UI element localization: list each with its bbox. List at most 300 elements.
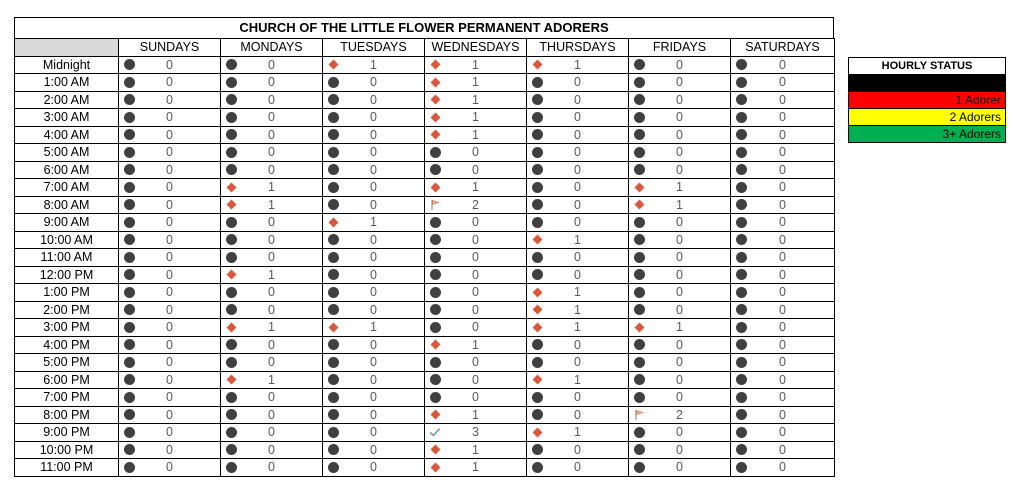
- count-cell[interactable]: [221, 301, 323, 319]
- header-row: [15, 39, 835, 57]
- count-value: 0: [268, 75, 275, 89]
- table-row: [15, 179, 835, 197]
- count-value: 0: [779, 232, 786, 247]
- count-value: 0: [166, 337, 173, 352]
- count-cell[interactable]: [119, 354, 221, 372]
- count-cell[interactable]: [731, 441, 835, 459]
- time-label: 6:00 PM: [15, 371, 119, 389]
- count-cell[interactable]: [323, 406, 425, 424]
- count-cell[interactable]: [323, 389, 425, 407]
- count-cell[interactable]: [425, 424, 527, 442]
- table-row: [15, 406, 835, 424]
- count-cell[interactable]: [425, 126, 527, 144]
- count-cell[interactable]: [527, 319, 629, 337]
- table-row: [15, 301, 835, 319]
- count-value: 0: [166, 127, 173, 142]
- count-value: 1: [676, 197, 683, 212]
- count-value: 0: [779, 145, 786, 159]
- time-label: 8:00 PM: [15, 406, 119, 424]
- count-cell[interactable]: [221, 284, 323, 302]
- count-cell[interactable]: [527, 406, 629, 424]
- count-cell[interactable]: [731, 56, 835, 74]
- count-cell[interactable]: [221, 126, 323, 144]
- count-cell[interactable]: [731, 284, 835, 302]
- count-cell[interactable]: [731, 214, 835, 232]
- count-cell[interactable]: [629, 56, 731, 74]
- count-cell[interactable]: [425, 336, 527, 354]
- count-value: 1: [472, 407, 479, 422]
- count-cell[interactable]: [629, 214, 731, 232]
- count-value: 0: [370, 162, 377, 177]
- count-cell[interactable]: [629, 459, 731, 477]
- count-value: 0: [166, 302, 173, 317]
- count-value: 1: [574, 57, 581, 72]
- count-value: 3: [472, 425, 479, 439]
- count-cell[interactable]: [527, 179, 629, 197]
- count-cell[interactable]: [221, 179, 323, 197]
- count-cell[interactable]: [323, 266, 425, 284]
- count-cell[interactable]: [629, 266, 731, 284]
- count-cell[interactable]: [119, 249, 221, 267]
- day-header: SUNDAYS: [119, 39, 221, 57]
- count-cell[interactable]: [629, 319, 731, 337]
- count-value: 1: [574, 302, 581, 317]
- count-cell[interactable]: [731, 161, 835, 179]
- count-cell[interactable]: [323, 214, 425, 232]
- count-cell[interactable]: [527, 126, 629, 144]
- count-value: 0: [370, 75, 377, 89]
- count-value: 1: [268, 180, 275, 194]
- count-cell[interactable]: [119, 214, 221, 232]
- count-value: 0: [268, 232, 275, 247]
- count-cell[interactable]: [731, 266, 835, 284]
- count-cell[interactable]: [629, 336, 731, 354]
- count-cell[interactable]: [629, 424, 731, 442]
- count-value: 0: [370, 92, 377, 107]
- count-cell[interactable]: [425, 161, 527, 179]
- count-value: 1: [370, 215, 377, 229]
- count-cell[interactable]: [629, 249, 731, 267]
- count-value: 0: [472, 267, 479, 282]
- count-cell[interactable]: [221, 424, 323, 442]
- count-value: 0: [268, 355, 275, 369]
- count-value: 1: [370, 320, 377, 334]
- count-cell[interactable]: [731, 126, 835, 144]
- count-value: 0: [268, 337, 275, 352]
- count-value: 0: [472, 250, 479, 264]
- count-cell[interactable]: [221, 441, 323, 459]
- count-cell[interactable]: [221, 459, 323, 477]
- count-cell[interactable]: [119, 266, 221, 284]
- count-cell[interactable]: [629, 441, 731, 459]
- time-label: 2:00 PM: [15, 301, 119, 319]
- count-value: 0: [166, 145, 173, 159]
- count-value: 2: [472, 197, 479, 212]
- count-value: 0: [676, 215, 683, 229]
- count-cell[interactable]: [119, 91, 221, 109]
- count-cell[interactable]: [425, 284, 527, 302]
- count-cell[interactable]: [425, 231, 527, 249]
- count-cell[interactable]: [119, 56, 221, 74]
- count-cell[interactable]: [119, 336, 221, 354]
- count-cell[interactable]: [221, 144, 323, 162]
- count-cell[interactable]: [119, 406, 221, 424]
- count-value: 0: [166, 425, 173, 439]
- count-cell[interactable]: [323, 56, 425, 74]
- count-value: 0: [676, 460, 683, 474]
- count-value: 1: [472, 57, 479, 72]
- count-cell[interactable]: [221, 56, 323, 74]
- count-value: 0: [268, 425, 275, 439]
- table-row: [15, 424, 835, 442]
- count-cell[interactable]: [221, 266, 323, 284]
- count-cell[interactable]: [425, 109, 527, 127]
- count-value: 0: [268, 92, 275, 107]
- table-row: [15, 249, 835, 267]
- count-value: 0: [676, 372, 683, 387]
- count-cell[interactable]: [527, 266, 629, 284]
- count-value: 0: [370, 425, 377, 439]
- count-cell[interactable]: [731, 231, 835, 249]
- time-label: 4:00 AM: [15, 126, 119, 144]
- count-cell[interactable]: [425, 214, 527, 232]
- count-value: 0: [574, 337, 581, 352]
- count-value: 1: [472, 75, 479, 89]
- count-cell[interactable]: [119, 441, 221, 459]
- count-value: 0: [472, 145, 479, 159]
- count-value: 0: [472, 302, 479, 317]
- count-value: 0: [779, 180, 786, 194]
- count-cell[interactable]: [323, 196, 425, 214]
- count-cell[interactable]: [425, 319, 527, 337]
- count-cell[interactable]: [527, 56, 629, 74]
- count-cell[interactable]: [527, 161, 629, 179]
- count-value: 1: [574, 285, 581, 299]
- count-cell[interactable]: [323, 161, 425, 179]
- table-row: [15, 109, 835, 127]
- count-value: 0: [370, 180, 377, 194]
- count-value: 0: [370, 372, 377, 387]
- count-value: 0: [166, 250, 173, 264]
- count-cell[interactable]: [425, 249, 527, 267]
- count-value: 0: [370, 232, 377, 247]
- count-cell[interactable]: [425, 441, 527, 459]
- count-cell[interactable]: [731, 249, 835, 267]
- count-cell[interactable]: [731, 406, 835, 424]
- count-value: 0: [676, 57, 683, 72]
- count-cell[interactable]: [527, 424, 629, 442]
- count-cell[interactable]: [425, 56, 527, 74]
- count-value: 0: [779, 302, 786, 317]
- count-cell[interactable]: [527, 249, 629, 267]
- count-value: 0: [166, 110, 173, 124]
- table-row: [15, 336, 835, 354]
- count-cell[interactable]: [731, 389, 835, 407]
- count-cell[interactable]: [221, 196, 323, 214]
- count-value: 0: [574, 267, 581, 282]
- count-value: 0: [574, 92, 581, 107]
- count-cell[interactable]: [119, 74, 221, 92]
- count-cell[interactable]: [221, 109, 323, 127]
- count-cell[interactable]: [629, 91, 731, 109]
- count-cell[interactable]: [221, 319, 323, 337]
- count-cell[interactable]: [731, 301, 835, 319]
- count-value: 0: [166, 460, 173, 474]
- count-cell[interactable]: [323, 354, 425, 372]
- count-cell[interactable]: [527, 231, 629, 249]
- count-cell[interactable]: [221, 74, 323, 92]
- count-cell[interactable]: [629, 161, 731, 179]
- count-cell[interactable]: [221, 249, 323, 267]
- count-cell[interactable]: [221, 371, 323, 389]
- count-cell[interactable]: [629, 144, 731, 162]
- count-value: 0: [779, 460, 786, 474]
- count-value: 0: [574, 110, 581, 124]
- count-cell[interactable]: [119, 424, 221, 442]
- count-cell[interactable]: [731, 196, 835, 214]
- count-cell[interactable]: [221, 161, 323, 179]
- count-value: 1: [574, 320, 581, 334]
- count-cell[interactable]: [221, 389, 323, 407]
- count-value: 0: [779, 162, 786, 177]
- count-value: 0: [574, 407, 581, 422]
- count-cell[interactable]: [629, 109, 731, 127]
- count-value: 0: [166, 267, 173, 282]
- count-value: 0: [370, 337, 377, 352]
- count-cell[interactable]: [731, 144, 835, 162]
- count-cell[interactable]: [629, 371, 731, 389]
- count-value: 0: [268, 145, 275, 159]
- count-cell[interactable]: [527, 389, 629, 407]
- count-cell[interactable]: [323, 301, 425, 319]
- count-value: 0: [166, 442, 173, 457]
- count-cell[interactable]: [629, 301, 731, 319]
- count-value: 0: [779, 197, 786, 212]
- count-cell[interactable]: [323, 336, 425, 354]
- count-value: 0: [779, 320, 786, 334]
- count-value: 1: [574, 232, 581, 247]
- count-cell[interactable]: [425, 91, 527, 109]
- count-cell[interactable]: [425, 389, 527, 407]
- count-cell[interactable]: [221, 354, 323, 372]
- count-value: 0: [268, 460, 275, 474]
- count-value: 0: [268, 302, 275, 317]
- count-cell[interactable]: [527, 196, 629, 214]
- count-cell[interactable]: [119, 196, 221, 214]
- count-cell[interactable]: [425, 196, 527, 214]
- count-cell[interactable]: [323, 441, 425, 459]
- count-cell[interactable]: [527, 144, 629, 162]
- count-cell[interactable]: [119, 126, 221, 144]
- count-cell[interactable]: [323, 319, 425, 337]
- count-value: 0: [574, 215, 581, 229]
- count-value: 0: [370, 302, 377, 317]
- count-cell[interactable]: [629, 74, 731, 92]
- count-value: 0: [166, 57, 173, 72]
- count-cell[interactable]: [323, 109, 425, 127]
- count-cell[interactable]: [527, 109, 629, 127]
- table-row: [15, 459, 835, 477]
- day-header: WEDNESDAYS: [425, 39, 527, 57]
- count-cell[interactable]: [425, 406, 527, 424]
- count-cell[interactable]: [731, 109, 835, 127]
- time-label: 10:00 AM: [15, 231, 119, 249]
- count-value: 0: [574, 145, 581, 159]
- count-cell[interactable]: [731, 459, 835, 477]
- count-value: 0: [472, 162, 479, 177]
- time-label: 4:00 PM: [15, 336, 119, 354]
- count-value: 0: [370, 442, 377, 457]
- count-cell[interactable]: [527, 301, 629, 319]
- count-value: 0: [574, 390, 581, 404]
- time-label: 12:00 PM: [15, 266, 119, 284]
- count-cell[interactable]: [119, 459, 221, 477]
- count-value: 0: [574, 75, 581, 89]
- hourly-status-legend: [848, 57, 1006, 143]
- count-cell[interactable]: [527, 74, 629, 92]
- count-value: 0: [779, 372, 786, 387]
- count-cell[interactable]: [731, 424, 835, 442]
- count-cell[interactable]: [731, 319, 835, 337]
- time-label: 6:00 AM: [15, 161, 119, 179]
- count-cell[interactable]: [323, 91, 425, 109]
- count-cell[interactable]: [323, 231, 425, 249]
- table-row: [15, 161, 835, 179]
- count-value: 0: [779, 355, 786, 369]
- count-cell[interactable]: [323, 459, 425, 477]
- count-cell[interactable]: [119, 301, 221, 319]
- count-cell[interactable]: [323, 74, 425, 92]
- count-cell[interactable]: [527, 441, 629, 459]
- count-cell[interactable]: [731, 371, 835, 389]
- count-cell[interactable]: [629, 354, 731, 372]
- schedule-table: [14, 38, 835, 477]
- count-cell[interactable]: [119, 319, 221, 337]
- count-cell[interactable]: [323, 126, 425, 144]
- count-value: 1: [268, 320, 275, 334]
- count-value: 0: [268, 162, 275, 177]
- count-cell[interactable]: [425, 301, 527, 319]
- table-row: [15, 74, 835, 92]
- count-value: 0: [370, 285, 377, 299]
- count-value: 0: [166, 285, 173, 299]
- table-row: [15, 441, 835, 459]
- count-value: 0: [676, 267, 683, 282]
- count-value: 0: [166, 197, 173, 212]
- count-cell[interactable]: [629, 196, 731, 214]
- count-value: 0: [166, 390, 173, 404]
- count-cell[interactable]: [629, 406, 731, 424]
- count-cell[interactable]: [119, 109, 221, 127]
- count-cell[interactable]: [425, 354, 527, 372]
- count-value: 0: [472, 285, 479, 299]
- table-row: [15, 389, 835, 407]
- count-cell[interactable]: [323, 249, 425, 267]
- time-label: 7:00 AM: [15, 179, 119, 197]
- count-cell[interactable]: [119, 231, 221, 249]
- count-cell[interactable]: [731, 179, 835, 197]
- count-cell[interactable]: [731, 91, 835, 109]
- count-cell[interactable]: [731, 354, 835, 372]
- count-cell[interactable]: [629, 231, 731, 249]
- count-cell[interactable]: [731, 336, 835, 354]
- count-cell[interactable]: [119, 371, 221, 389]
- count-cell[interactable]: [629, 126, 731, 144]
- count-cell[interactable]: [323, 424, 425, 442]
- count-cell[interactable]: [119, 179, 221, 197]
- count-value: 0: [574, 460, 581, 474]
- time-label: 11:00 AM: [15, 249, 119, 267]
- count-value: 0: [370, 407, 377, 422]
- count-cell[interactable]: [527, 459, 629, 477]
- schedule-body: [15, 56, 835, 476]
- count-value: 0: [779, 110, 786, 124]
- count-cell[interactable]: [119, 284, 221, 302]
- count-value: 0: [166, 355, 173, 369]
- count-value: 0: [166, 320, 173, 334]
- count-value: 0: [166, 180, 173, 194]
- count-cell[interactable]: [527, 354, 629, 372]
- count-cell[interactable]: [425, 266, 527, 284]
- count-cell[interactable]: [221, 231, 323, 249]
- count-cell[interactable]: [527, 214, 629, 232]
- count-cell[interactable]: [221, 91, 323, 109]
- count-value: 0: [676, 337, 683, 352]
- count-cell[interactable]: [221, 214, 323, 232]
- count-cell[interactable]: [323, 179, 425, 197]
- count-cell[interactable]: [221, 406, 323, 424]
- legend-one-adorer: 1 Adorer: [849, 92, 1006, 109]
- count-cell[interactable]: [119, 161, 221, 179]
- count-cell[interactable]: [629, 284, 731, 302]
- count-cell[interactable]: [323, 144, 425, 162]
- count-cell[interactable]: [323, 284, 425, 302]
- count-value: 0: [676, 302, 683, 317]
- count-value: 0: [166, 75, 173, 89]
- time-label: 7:00 PM: [15, 389, 119, 407]
- count-cell[interactable]: [221, 336, 323, 354]
- count-cell[interactable]: [527, 336, 629, 354]
- count-cell[interactable]: [527, 91, 629, 109]
- count-cell[interactable]: [527, 284, 629, 302]
- count-cell[interactable]: [527, 371, 629, 389]
- count-cell[interactable]: [425, 179, 527, 197]
- count-value: 0: [574, 355, 581, 369]
- table-row: [15, 196, 835, 214]
- count-cell[interactable]: [629, 389, 731, 407]
- count-value: 1: [574, 372, 581, 387]
- count-cell[interactable]: [425, 144, 527, 162]
- count-value: 0: [472, 232, 479, 247]
- table-row: [15, 231, 835, 249]
- count-cell[interactable]: [119, 389, 221, 407]
- count-value: 0: [268, 57, 275, 72]
- count-value: 0: [676, 285, 683, 299]
- count-cell[interactable]: [425, 459, 527, 477]
- count-value: 0: [166, 407, 173, 422]
- count-value: 0: [268, 110, 275, 124]
- count-cell[interactable]: [731, 74, 835, 92]
- count-cell[interactable]: [629, 179, 731, 197]
- count-value: 0: [268, 407, 275, 422]
- count-value: 1: [472, 442, 479, 457]
- count-cell[interactable]: [425, 74, 527, 92]
- count-value: 0: [472, 355, 479, 369]
- time-label: 5:00 PM: [15, 354, 119, 372]
- count-cell[interactable]: [119, 144, 221, 162]
- count-cell[interactable]: [425, 371, 527, 389]
- count-cell[interactable]: [323, 371, 425, 389]
